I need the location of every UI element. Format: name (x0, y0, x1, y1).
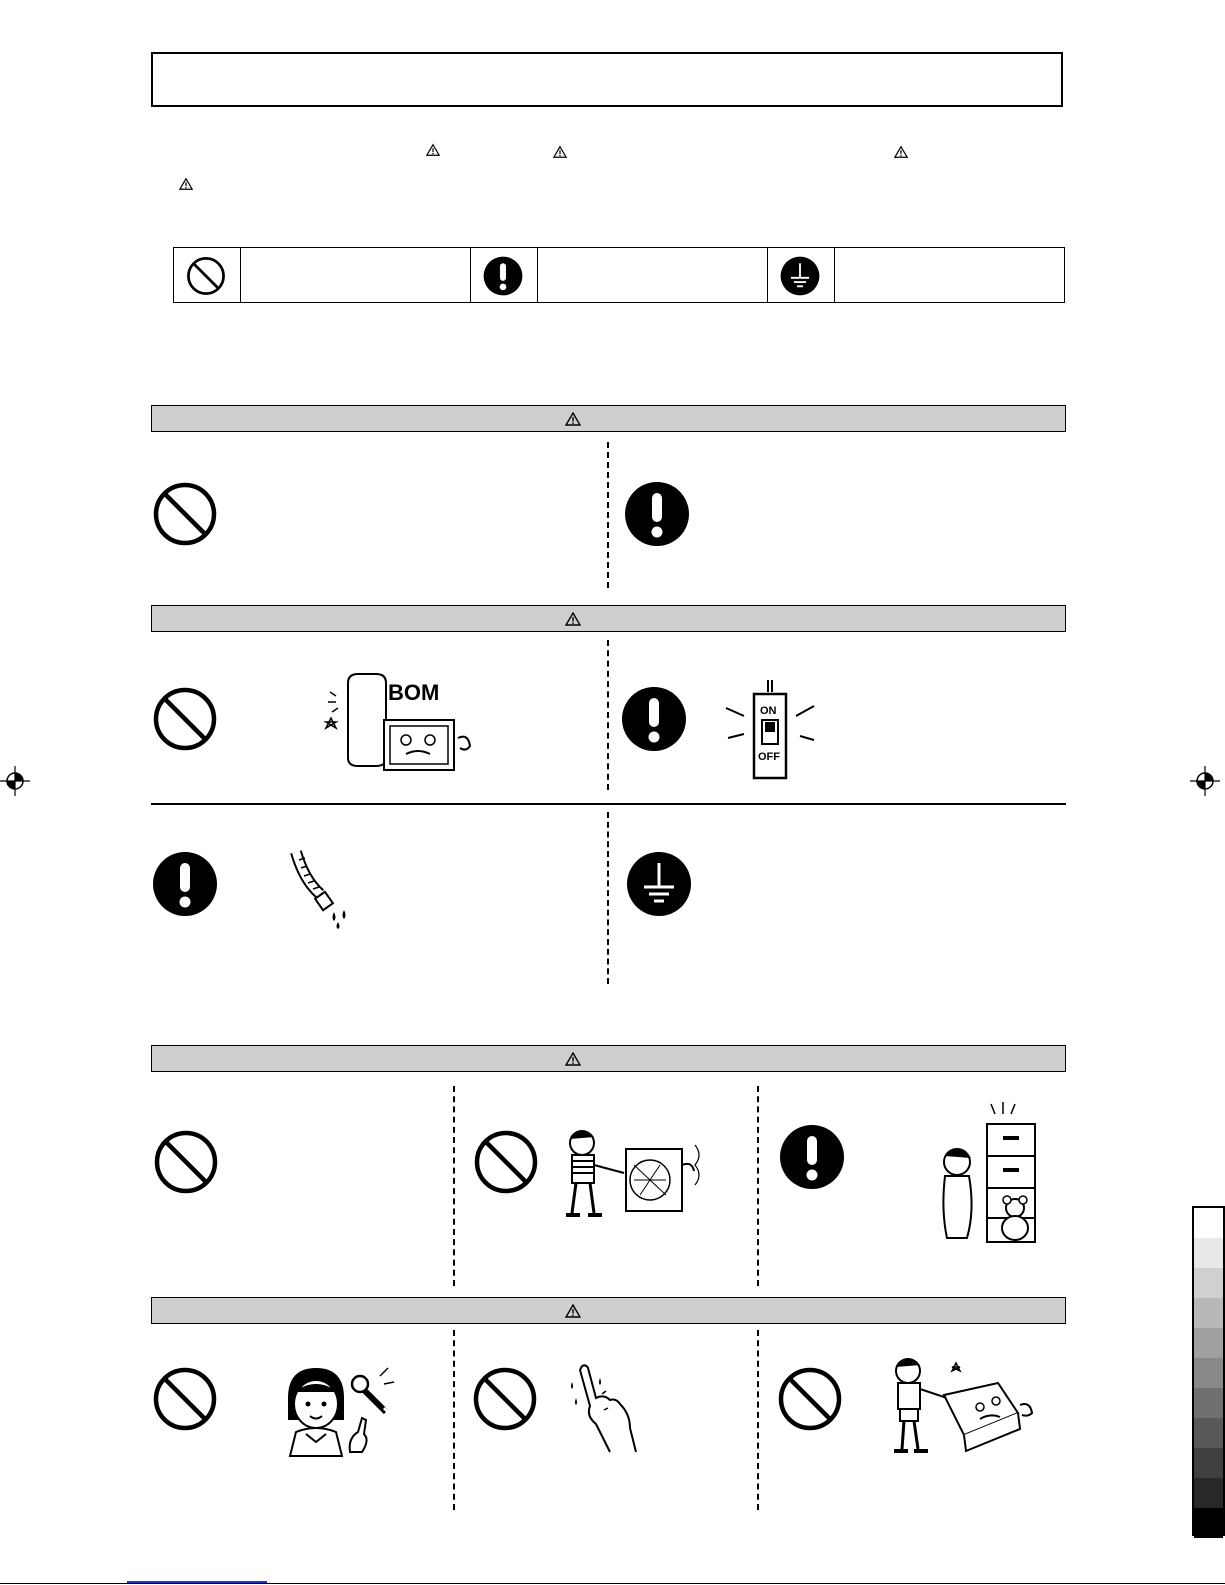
legend-icon-cell (471, 248, 538, 302)
grayscale-swatch (1194, 1268, 1223, 1298)
warning-triangle-icon (565, 1304, 581, 1318)
caution-band (151, 1297, 1066, 1324)
grayscale-swatch (1194, 1298, 1223, 1328)
wet-hand-illustration (570, 1362, 640, 1454)
registration-mark-icon (1190, 766, 1220, 796)
warning-triangle-icon (565, 1052, 581, 1066)
prohibition-icon (472, 1366, 538, 1432)
legend-icon-cell (768, 248, 835, 302)
warning-triangle-icon (426, 143, 440, 157)
svg-text:ON: ON (760, 705, 777, 717)
grayscale-swatch (1194, 1208, 1223, 1238)
grayscale-swatch (1194, 1388, 1223, 1418)
earth-ground-icon (626, 851, 692, 917)
drain-hose-illustration (290, 850, 362, 930)
prohibition-icon (152, 1366, 218, 1432)
prohibition-icon (152, 686, 218, 752)
prohibition-icon (473, 1129, 539, 1195)
caution-band (151, 1045, 1066, 1072)
prohibition-icon (152, 481, 218, 547)
svg-text:OFF: OFF (758, 751, 780, 763)
warning-triangle-icon (565, 412, 581, 426)
girl-with-wrench-illustration (280, 1362, 400, 1458)
warning-band (151, 405, 1066, 432)
registration-mark-icon (0, 766, 30, 796)
column-divider (757, 1086, 759, 1286)
earth-ground-icon (780, 256, 820, 296)
mandatory-action-icon (624, 481, 690, 547)
on-off-switch-illustration (718, 678, 822, 782)
warning-band (151, 605, 1066, 632)
child-pushing-indoor-unit-illustration (888, 1355, 1038, 1460)
svg-text:BOM: BOM (388, 680, 440, 705)
mandatory-action-icon (483, 256, 523, 296)
grayscale-swatch (1194, 1328, 1223, 1358)
symbol-legend (173, 247, 1065, 303)
warning-triangle-icon (179, 177, 193, 191)
mandatory-action-icon (779, 1124, 845, 1190)
grayscale-swatch (1194, 1238, 1223, 1268)
legend-icon-cell (174, 248, 241, 302)
column-divider (607, 640, 609, 790)
grayscale-swatch (1194, 1508, 1223, 1538)
warning-triangle-icon (553, 145, 567, 159)
legend-label-cell (241, 248, 471, 302)
warning-triangle-icon (894, 145, 908, 159)
child-touching-outdoor-unit-illustration (560, 1125, 715, 1225)
prohibition-icon (186, 256, 226, 296)
mandatory-action-icon (621, 686, 687, 752)
column-divider (453, 1330, 455, 1510)
grayscale-swatch (1194, 1478, 1223, 1508)
grayscale-swatch (1194, 1358, 1223, 1388)
prohibition-icon (153, 1129, 219, 1195)
bottom-rule (0, 1583, 1225, 1584)
column-divider (757, 1330, 759, 1510)
legend-label-cell (538, 248, 768, 302)
column-divider (453, 1086, 455, 1286)
column-divider (607, 812, 609, 984)
title-box (151, 52, 1063, 107)
column-divider (607, 442, 609, 588)
legend-label-cell (835, 248, 1064, 302)
row-divider (151, 803, 1066, 805)
grayscale-swatch (1194, 1418, 1223, 1448)
exploding-gas-cylinder-illustration (318, 668, 478, 773)
person-at-cabinet-with-teddy-bear-illustration (935, 1100, 1037, 1245)
grayscale-swatch (1194, 1448, 1223, 1478)
grayscale-calibration-strip (1192, 1206, 1225, 1536)
intro-text (151, 140, 1063, 190)
warning-triangle-icon (565, 612, 581, 626)
prohibition-icon (777, 1366, 843, 1432)
mandatory-action-icon (152, 851, 218, 917)
